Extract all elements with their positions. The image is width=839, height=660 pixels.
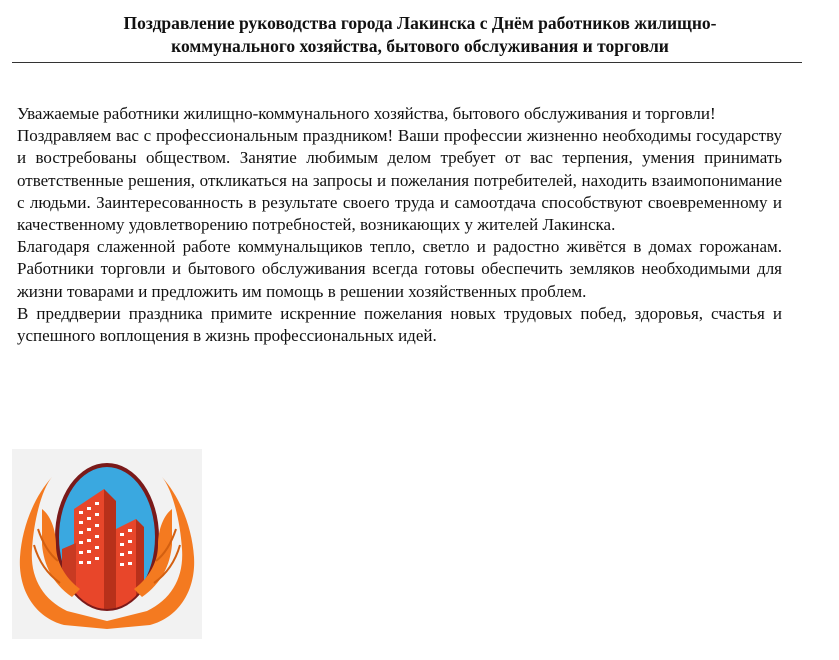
title-line-2: коммунального хозяйства, бытового обслуживания и торговли	[171, 36, 669, 56]
greeting-paragraph-2: Поздравляем вас с профессиональным праздником! Ваши профессии жизненно необходимы государству и востребованы обществом. Занятие любимым делом требует от вас терпения, умения принимать ответственные решения, откликаться на запросы и пожелания потребителей, находить взаимопонимание с людьми. Заинтересованность в результате своего труда и самоотдача способствуют своевременному и качественному удовлетворению потребностей, возникающих у жителей Лакинска.	[17, 126, 782, 235]
title-divider	[12, 62, 802, 63]
page-title	[20, 12, 820, 58]
greeting-paragraph-1: Уважаемые работники жилищно-коммунального хозяйства, бытового обслуживания и торговли!	[17, 104, 716, 123]
title-line-1: Поздравление руководства города Лакинска с Днём работников жилищно-	[123, 13, 717, 33]
greeting-paragraph-4: В преддверии праздника примите искренние пожелания новых трудовых побед, здоровья, счастья и успешного воплощения в жизнь профессиональных идей.	[17, 303, 782, 346]
greeting-text	[17, 103, 782, 347]
greeting-paragraph-3: Благодаря слаженной работе коммунальщиков тепло, светло и радостно живётся в домах горожанам. Работники торговли и бытового обслуживания всегда готовы обеспечить земляков необходимыми для жизни товарами и предложить им помощь в решении хозяйственных проблем.	[17, 237, 782, 301]
hands-holding-buildings-icon	[12, 449, 202, 639]
